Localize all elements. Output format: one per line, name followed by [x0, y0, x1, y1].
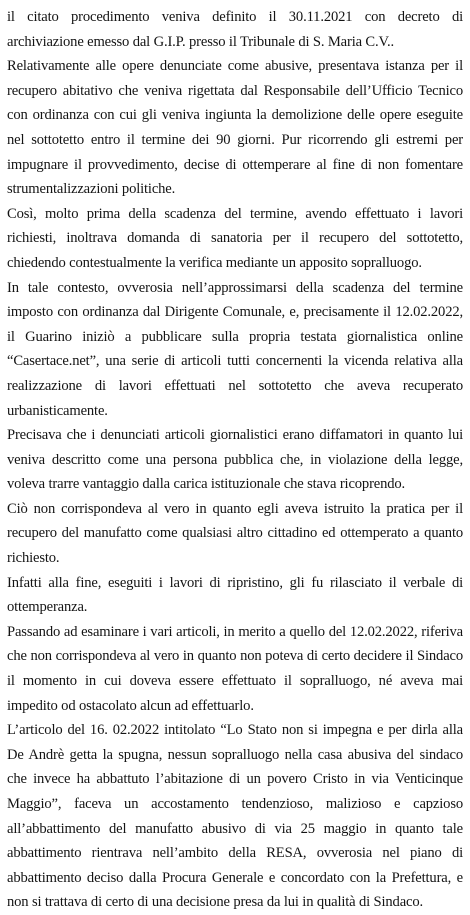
paragraph-articolo-16-02: L’articolo del 16. 02.2022 intitolato “Lo Stato non si impegna e per dirla alla De Andrè getta la spugna, nessun sopralluogo nella casa abusiva del sindaco che invece ha abbattuto l’abitazione di un povero Cristo in via Venticinque Maggio”, faceva un accostamento tendenzioso, malizioso e capzioso all’abbattimento del manufatto abusivo di via 25 maggio in quanto tale abbattimento rientrava nell’ambito della RESA, ovverosia nel piano di abbattimento deciso dalla Procura Generale e concordato con la Prefettura, e non si trattava di certo di una decisione presa da lui in qualità di Sindaco.	[7, 722, 463, 911]
paragraph-non-corrispondeva: Ciò non corrispondeva al vero in quanto egli aveva istruito la pratica per il recupero del manufatto come qualsiasi altro cittadino ed ottemperato a quanto richiesto.	[7, 500, 463, 567]
paragraph-ottemperanza: Infatti alla fine, eseguiti i lavori di ripristino, gli fu rilasciato il verbale di ottemperanza.	[7, 574, 463, 616]
paragraph-sanatoria: Così, molto prima della scadenza del termine, avendo effettuato i lavori richiesti, inoltrava domanda di sanatoria per il recupero del sottotetto, chiedendo contestualmente la verifica mediante un apposito sopralluogo.	[7, 205, 463, 271]
paragraph-opere-abusive: Relativamente alle opere denunciate come abusive, presentava istanza per il recupero abitativo che veniva rigettata dal Responsabile dell’Ufficio Tecnico con ordinanza con cui gli veniva ingiunta la demolizione delle opere eseguite nel sottotetto entro il termine dei 90 giorni. Pur ricorrendo gli estremi per impugnare il provvedimento, decise di ottemperare al fine di non fomentare strumentalizzazioni politiche.	[7, 58, 463, 198]
paragraph-diffamatori: Precisava che i denunciati articoli giornalistici erano diffamatori in quanto lui veniva descritto come una persona pubblica che, in violazione della legge, voleva trarre vantaggio dalla carica istituzionale che stava ricoprendo.	[7, 427, 463, 493]
paragraph-archiviazione: il citato procedimento veniva definito il 30.11.2021 con decreto di archiviazione emesso dal G.I.P. presso il Tribunale di S. Maria C.V..	[7, 9, 463, 50]
paragraph-articolo-12-02: Passando ad esaminare i vari articoli, in merito a quello del 12.02.2022, riferiva che non corrispondeva al vero in quanto non poteva di certo decidere il Sindaco il momento in cui doveva essere effettuato il sopralluogo, né aveva mai impedito od ostacolato alcun ad effettuarlo.	[7, 623, 463, 714]
paragraph-articoli-casertace: In tale contesto, ovverosia nell’approssimarsi della scadenza del termine imposto con ordinanza dal Dirigente Comunale, e, precisamente il 12.02.2022, il Guarino iniziò a pubblicare sulla propria testata giornalistica online “Casertace.net”, una serie di articoli tutti concernenti la vicenda relativa alla realizzazione di lavori effettuati nel sottotetto che aveva recuperato urbanisticamente.	[7, 279, 463, 419]
